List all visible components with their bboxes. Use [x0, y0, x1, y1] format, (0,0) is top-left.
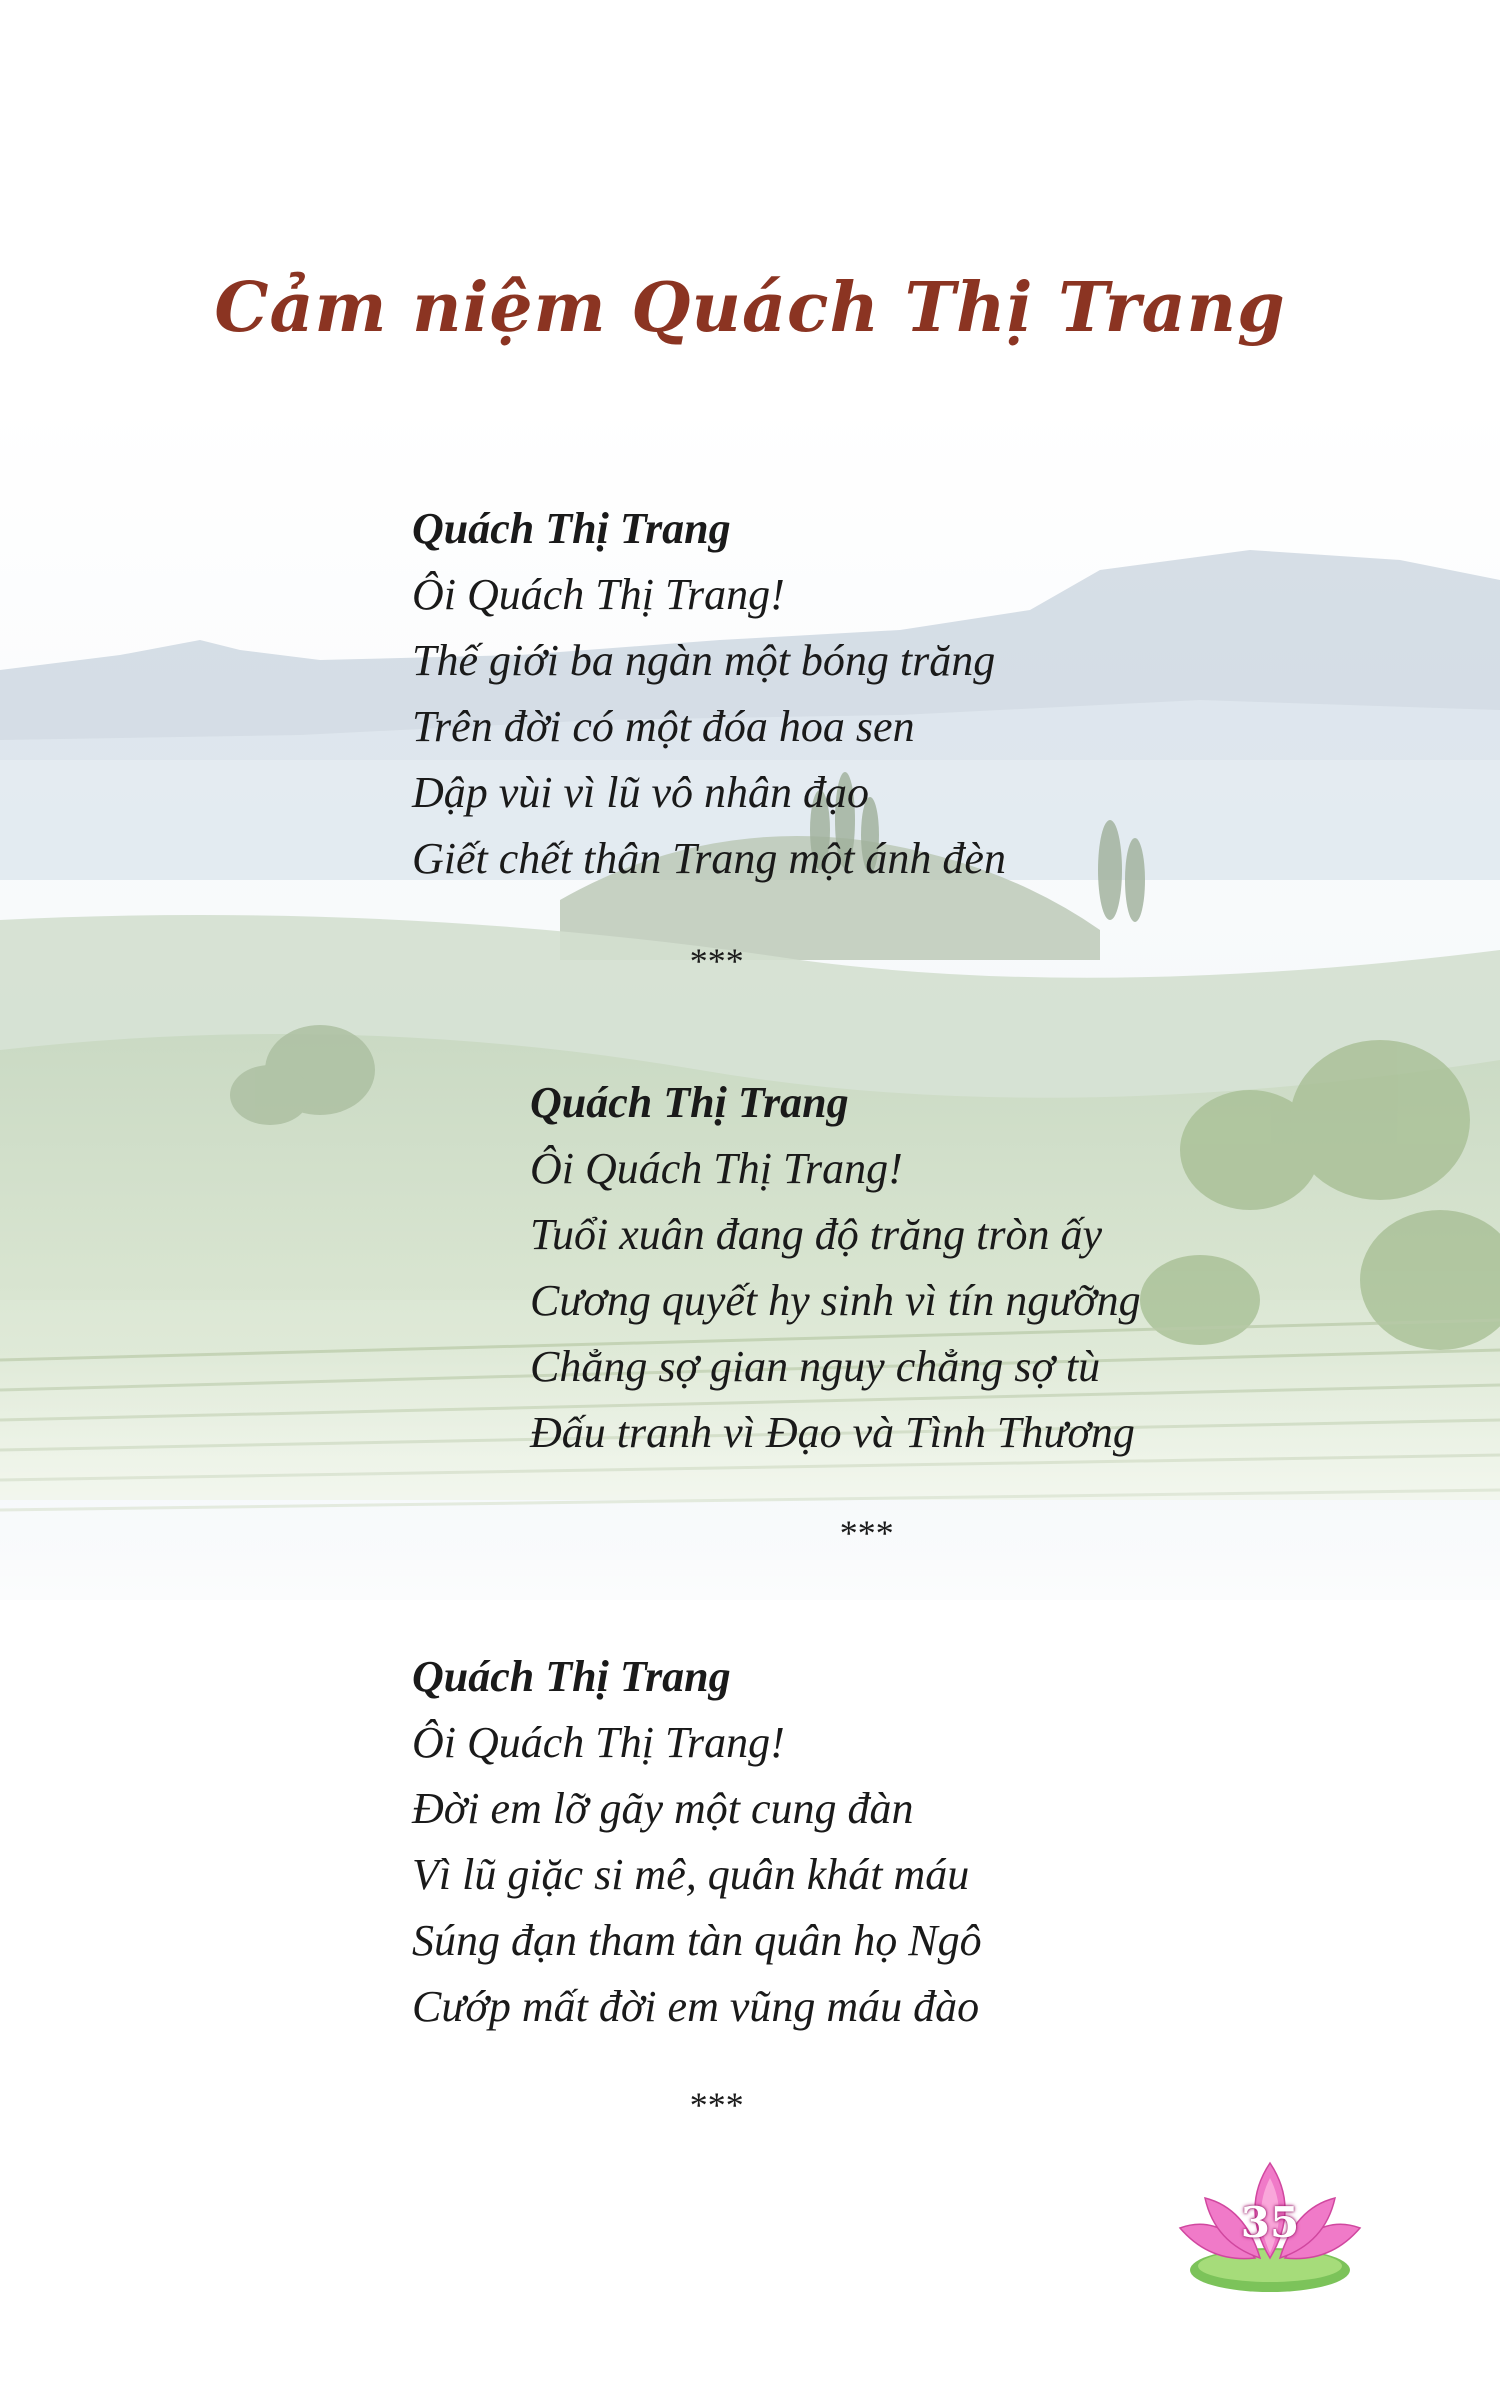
poem-line: Cương quyết hy sinh vì tín ngưỡng: [530, 1276, 1141, 1325]
stanza-separator: ***: [838, 1513, 892, 1553]
stanza-heading: Quách Thị Trang: [412, 504, 731, 553]
poem-line: Đời em lỡ gãy một cung đàn: [412, 1784, 914, 1833]
poem-line: Đấu tranh vì Đạo và Tình Thương: [530, 1408, 1135, 1457]
poem-stanza: [412, 496, 1006, 892]
page-title: Cảm niệm Quách Thị Trang: [214, 268, 1286, 348]
poem-line: Ôi Quách Thị Trang!: [530, 1144, 903, 1193]
poem-stanza: [530, 1070, 1141, 1466]
poem-line: Vì lũ giặc si mê, quân khát máu: [412, 1850, 970, 1899]
poem-line: Cướp mất đời em vũng máu đào: [412, 1982, 980, 2031]
stanza-separator: ***: [688, 2085, 742, 2125]
poem-line: Tuổi xuân đang độ trăng tròn ấy: [530, 1210, 1103, 1259]
poem-line: Chẳng sợ gian nguy chẳng sợ tù: [530, 1342, 1101, 1391]
poem-stanza: [412, 1644, 982, 2040]
stanza-heading: Quách Thị Trang: [530, 1078, 849, 1127]
poem-line: Dập vùi vì lũ vô nhân đạo: [412, 768, 870, 817]
stanza-separator: ***: [688, 941, 742, 981]
poem-line: Súng đạn tham tàn quân họ Ngô: [412, 1916, 982, 1965]
poem-line: Thế giới ba ngàn một bóng trăng: [412, 636, 996, 685]
page-number: 35: [1240, 2198, 1300, 2247]
poem-line: Ôi Quách Thị Trang!: [412, 1718, 785, 1767]
stanza-heading: Quách Thị Trang: [412, 1652, 731, 1701]
poem-line: Giết chết thân Trang một ánh đèn: [412, 834, 1006, 883]
poem-line: Trên đời có một đóa hoa sen: [412, 702, 915, 751]
poem-line: Ôi Quách Thị Trang!: [412, 570, 785, 619]
